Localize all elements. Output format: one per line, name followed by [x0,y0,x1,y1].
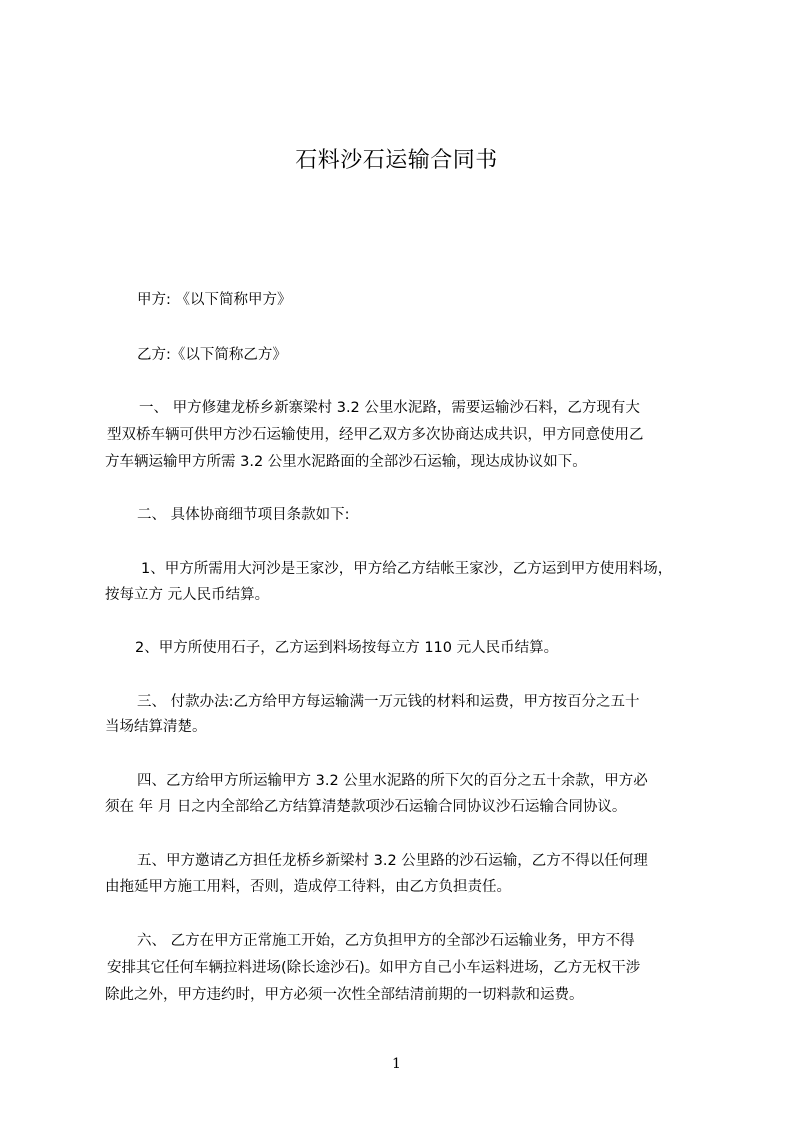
clause-4-line-1: 四、乙方给甲方所运输甲方 3.2 公里水泥路的所下欠的百分之五十余款，甲方必 [137,773,648,789]
clause-3-line-2: 当场结算清楚。 [105,719,207,735]
party-a-line: 甲方: 《以下简称甲方》 [137,292,292,308]
clause-6-line-2: 安排其它任何车辆拉料进场(除长途沙石)。如甲方自己小车运料进场，乙方无权干涉 [107,960,641,976]
party-b-line: 乙方:《以下简称乙方》 [137,347,287,363]
item-2-line: 2、甲方所使用石子，乙方运到料场按每立方 110 元人民币结算。 [135,640,559,656]
clause-6-line-3: 除此之外，甲方违约时，甲方必须一次性全部结清前期的一切料款和运费。 [105,987,584,1003]
clause-5-line-2: 由拖延甲方施工用料，否则，造成停工待料，由乙方负担责任。 [105,879,511,895]
clause-6-line-1: 六、 乙方在甲方正常施工开始，乙方负担甲方的全部沙石运输业务，甲方不得 [137,933,635,949]
clause-5-line-1: 五、甲方邀请乙方担任龙桥乡新梁村 3.2 公里路的沙石运输，乙方不得以任何理 [137,853,648,869]
clause-4-line-2: 须在 年 月 日之内全部给乙方结算清楚款项沙石运输合同协议沙石运输合同协议。 [105,799,627,815]
page-number: 1 [392,1056,401,1072]
document-title: 石料沙石运输合同书 [295,148,498,173]
item-1-line-2: 按每立方 元人民币结算。 [105,587,270,603]
clause-1-line-2: 型双桥车辆可供甲方沙石运输使用，经甲乙双方多次协商达成共识，甲方同意使用乙 [107,427,644,443]
clause-2-heading: 二、 具体协商细节项目条款如下: [137,507,350,523]
clause-3-line-1: 三、 付款办法:乙方给甲方每运输满一万元钱的材料和运费，甲方按百分之五十 [137,694,640,710]
clause-1-line-1: 一、 甲方修建龙桥乡新寨梁村 3.2 公里水泥路，需要运输沙石料，乙方现有大 [139,400,640,416]
item-1-line-1: 1、甲方所需用大河沙是王家沙，甲方给乙方结帐王家沙，乙方运到甲方使用料场， [141,561,673,577]
clause-1-line-3: 方车辆运输甲方所需 3.2 公里水泥路面的全部沙石运输，现达成协议如下。 [105,454,587,470]
